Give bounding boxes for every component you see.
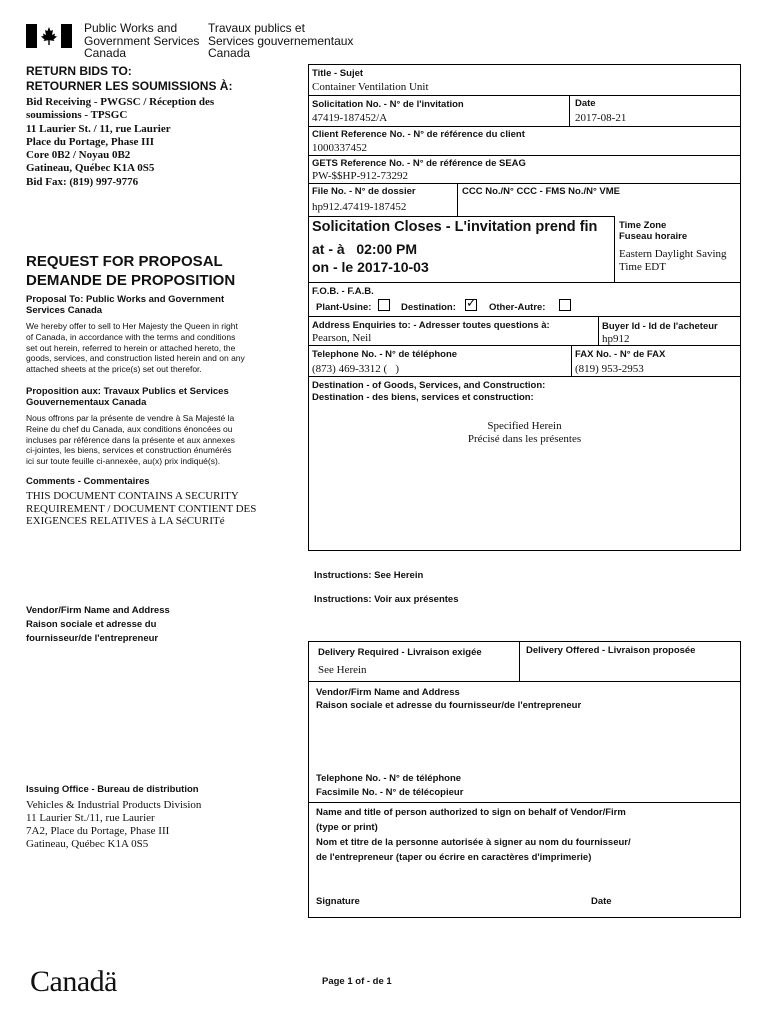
canada-flag-icon — [26, 24, 72, 48]
delivery-offered-label: Delivery Offered - Livraison proposée — [526, 645, 696, 656]
delivery-required-label: Delivery Required - Livraison exigée — [318, 647, 482, 658]
closing-time: at - à 02:00 PM — [312, 241, 418, 257]
date-value: 2017-08-21 — [575, 112, 627, 124]
proposal-to-en: Proposal To: Public Works and Government Services Canada — [26, 294, 225, 316]
ccc-no-label: CCC No./N° CCC - FMS No./N° VME — [462, 186, 621, 197]
plant-label: Plant-Usine: — [316, 302, 372, 313]
department-name-en: Public Works and Government Services Canada — [84, 21, 200, 60]
delivery-required-value: See Herein — [318, 664, 367, 676]
proposal-body-fr: Nous offrons par la présente de vendre à Sa Majesté la Reine du chef du Canada, aux conditions énoncées ou incluses par référence dans la présente et aux annexes ci-jointes, les biens, services et construction énumérés ici sur toute feuille ci-annexée, au(x) prix indiqué(s). — [26, 413, 235, 467]
return-bids-title: RETURN BIDS TO: RETOURNER LES SOUMISSIONS À: — [26, 64, 233, 93]
vendor-name-field[interactable] — [314, 714, 736, 768]
telephone-value: (873) 469-3312 ( ) — [312, 363, 400, 375]
destination-fob-label: Destination: — [401, 302, 456, 313]
vendor-name-label-left: Vendor/Firm Name and Address Raison sociale et adresse du fournisseur/de l'entrepreneur — [26, 605, 170, 644]
page-number: Page 1 of - de 1 — [322, 976, 392, 987]
checkmark-icon: ✓ — [466, 295, 477, 310]
department-name-fr: Travaux publics et Services gouvernementaux Canada — [208, 21, 354, 60]
closing-date: on - le 2017-10-03 — [312, 259, 429, 275]
gets-ref-label: GETS Reference No. - N° de référence de SEAG — [312, 158, 526, 169]
title-value: Container Ventilation Unit — [312, 81, 429, 93]
other-checkbox[interactable] — [559, 299, 571, 311]
address-enquiries-label: Address Enquiries to: - Adresser toutes questions à: — [312, 320, 550, 331]
delivery-offered-field[interactable] — [524, 658, 738, 678]
client-ref-label: Client Reference No. - N° de référence du client — [312, 129, 525, 140]
rfp-title: REQUEST FOR PROPOSAL DEMANDE DE PROPOSITION — [26, 253, 236, 289]
time-zone-value: Eastern Daylight Saving Time EDT — [619, 248, 727, 273]
title-label: Title - Sujet — [312, 68, 364, 79]
canada-wordmark: Canadä — [30, 965, 117, 998]
buyer-id-label: Buyer Id - Id de l'acheteur — [602, 321, 718, 332]
buyer-id-value: hp912 — [602, 333, 630, 345]
signature-date-label: Date — [591, 896, 612, 907]
vendor-name-label: Vendor/Firm Name and Address Raison sociale et adresse du fournisseur/de l'entrepreneur — [316, 687, 582, 711]
plant-checkbox[interactable] — [378, 299, 390, 311]
other-label: Other-Autre: — [489, 302, 546, 313]
vendor-telephone-label: Telephone No. - N° de téléphone — [316, 773, 462, 784]
fob-label: F.O.B. - F.A.B. — [312, 286, 374, 297]
signature-label: Signature — [316, 896, 360, 907]
authorized-person-label: Name and title of person authorized to sign on behalf of Vendor/Firm (type or print) Nom et titre de la personne autorisée à signer au nom du fournisseur/ de l'entrepreneur (taper ou écrire en caractères d'imprimerie) — [316, 807, 631, 863]
solicitation-no-value: 47419-187452/A — [312, 112, 388, 124]
fax-value: (819) 953-2953 — [575, 363, 644, 375]
proposal-body-en: We hereby offer to sell to Her Majesty the Queen in right of Canada, in accordance with the terms and conditions set out herein, referred to herein or attached hereto, the goods, services, and construction listed herein and on any attached sheets at the price(s) set out therefor. — [26, 321, 245, 375]
return-bids-address: Bid Receiving - PWGSC / Réception des soumissions - TPSGC 11 Laurier St. / 11, rue Laurier Place du Portage, Phase III Core 0B2 / Noyau 0B2 Gatineau, Québec K1A 0S5 Bid Fax: (819) 997-9776 — [26, 96, 215, 188]
proposal-to-fr: Proposition aux: Travaux Publics et Services Gouvernementaux Canada — [26, 386, 229, 408]
destination-checkbox[interactable] — [465, 295, 477, 311]
issuing-office-address: Vehicles & Industrial Products Division 11 Laurier St./11, rue Laurier 7A2, Place du Portage, Phase III Gatineau, Québec K1A 0S5 — [26, 799, 202, 850]
date-label: Date — [575, 98, 596, 109]
comments-label: Comments - Commentaires — [26, 476, 150, 487]
specified-herein: Specified Herein Précisé dans les présentes — [467, 420, 582, 445]
instructions-fr: Instructions: Voir aux présentes — [314, 594, 459, 605]
time-zone-label: Time Zone Fuseau horaire — [619, 220, 688, 242]
fax-label: FAX No. - N° de FAX — [575, 349, 666, 360]
address-enquiries-value: Pearson, Neil — [312, 332, 372, 344]
issuing-office-label: Issuing Office - Bureau de distribution — [26, 784, 199, 795]
file-no-label: File No. - N° de dossier — [312, 186, 416, 197]
telephone-label: Telephone No. - N° de téléphone — [312, 349, 458, 360]
vendor-facsimile-label: Facsimile No. - N° de télécopieur — [316, 787, 464, 798]
client-ref-value: 1000337452 — [312, 142, 367, 154]
authorized-person-field[interactable] — [314, 866, 736, 890]
gets-ref-value: PW-$$HP-912-73292 — [312, 170, 408, 182]
solicitation-closes-title: Solicitation Closes - L'invitation prend fin — [312, 219, 598, 235]
file-no-value: hp912.47419-187452 — [312, 201, 407, 213]
comments-text: THIS DOCUMENT CONTAINS A SECURITY REQUIREMENT / DOCUMENT CONTIENT DES EXIGENCES RELATIVES à LA SéCURITé — [26, 490, 257, 527]
instructions-en: Instructions: See Herein — [314, 570, 424, 581]
solicitation-no-label: Solicitation No. - N° de l'invitation — [312, 99, 464, 110]
destination-goods-label: Destination - of Goods, Services, and Construction: Destination - des biens, services et construction: — [312, 380, 546, 403]
